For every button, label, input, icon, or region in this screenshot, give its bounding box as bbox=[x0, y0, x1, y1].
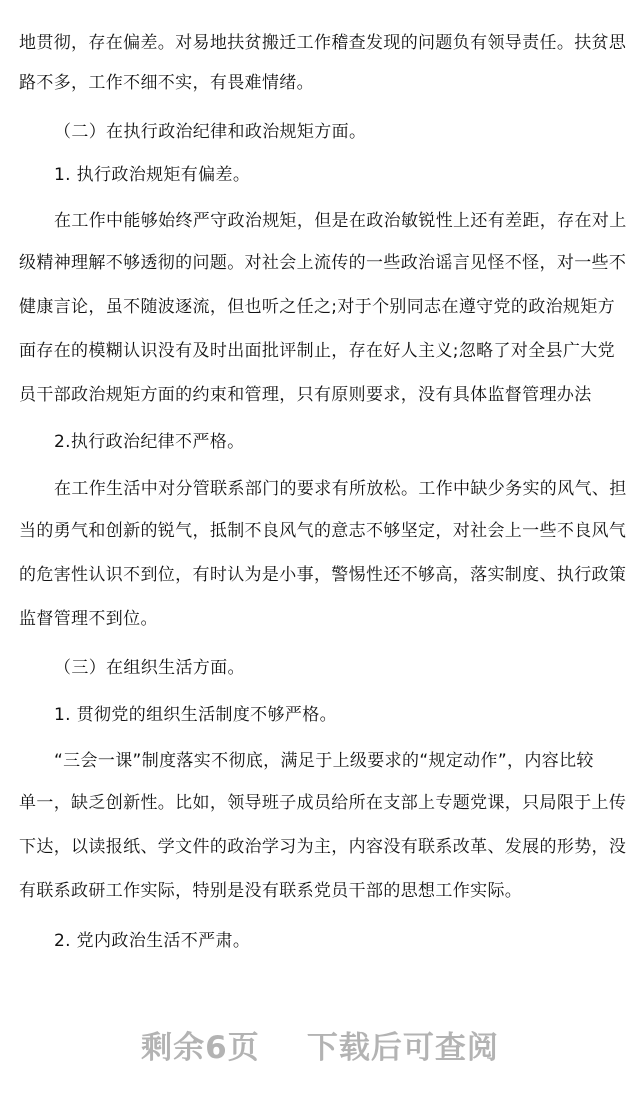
subsection-heading: 2.执行政治纪律不严格。 bbox=[54, 432, 245, 452]
paragraph-line: 地贯彻，存在偏差。对易地扶贫搬迁工作稽查发现的问题负有领导责任。扶贫思 bbox=[19, 33, 627, 53]
remaining-pages-banner: 剩余6页 下载后可查阅 bbox=[141, 1030, 499, 1066]
paragraph-line: 有联系政研工作实际，特别是没有联系党员干部的思想工作实际。 bbox=[19, 881, 523, 901]
paragraph-line: 下达，以读报纸、学文件的政治学习为主，内容没有联系改革、发展的形势，没 bbox=[19, 837, 627, 857]
paragraph-line: 当的勇气和创新的锐气，抵制不良风气的意志不够坚定，对社会上一些不良风气 bbox=[19, 521, 627, 541]
paragraph-line: “三会一课”制度落实不彻底，满足于上级要求的“规定动作”，内容比较 bbox=[54, 751, 594, 771]
paragraph-line: 级精神理解不够透彻的问题。对社会上流传的一些政治谣言见怪不怪，对一些不 bbox=[19, 253, 627, 273]
paragraph-line: 路不多，工作不细不实，有畏难情绪。 bbox=[19, 73, 314, 93]
subsection-heading: 1. 贯彻党的组织生活制度不够严格。 bbox=[54, 705, 337, 725]
paragraph-line: 的危害性认识不到位，有时认为是小事，警惕性还不够高，落实制度、执行政策 bbox=[19, 565, 627, 585]
section-heading: （三）在组织生活方面。 bbox=[54, 658, 245, 678]
paragraph-line: 健康言论，虽不随波逐流，但也听之任之;对于个别同志在遵守党的政治规矩方 bbox=[19, 297, 615, 317]
subsection-heading: 1. 执行政治规矩有偏差。 bbox=[54, 165, 251, 185]
paragraph-line: 监督管理不到位。 bbox=[19, 609, 158, 629]
paragraph-line: 单一，缺乏创新性。比如，领导班子成员给所在支部上专题党课，只局限于上传 bbox=[19, 793, 627, 813]
paragraph-line: 在工作中能够始终严守政治规矩，但是在政治敏锐性上还有差距，存在对上 bbox=[54, 211, 627, 231]
subsection-heading: 2. 党内政治生活不严肃。 bbox=[54, 931, 251, 951]
paragraph-line: 员干部政治规矩方面的约束和管理，只有原则要求，没有具体监督管理办法 bbox=[19, 385, 592, 405]
paragraph-line: 面存在的模糊认识没有及时出面批评制止，存在好人主义;忽略了对全县广大党 bbox=[19, 341, 615, 361]
section-heading: （二）在执行政治纪律和政治规矩方面。 bbox=[54, 122, 367, 142]
paragraph-line: 在工作生活中对分管联系部门的要求有所放松。工作中缺少务实的风气、担 bbox=[54, 479, 627, 499]
